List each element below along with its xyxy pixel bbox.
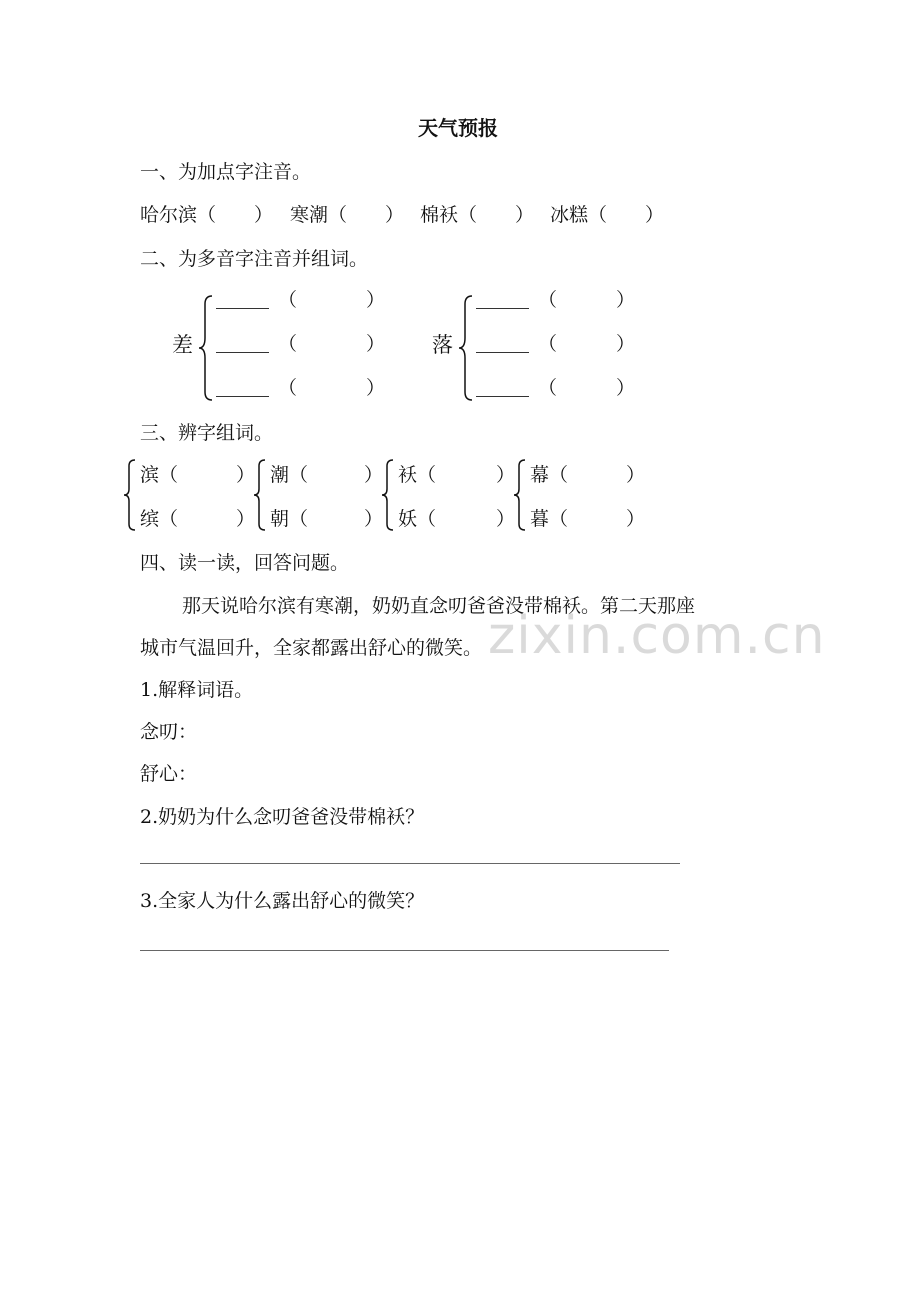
paren-open: （ <box>278 289 298 311</box>
term-2: 舒心： <box>140 763 198 785</box>
polyphone-char-2: 落 <box>432 333 453 357</box>
answer-line-2[interactable] <box>140 950 669 951</box>
polyphone-char-1: 差 <box>172 333 193 357</box>
paren-open: （ <box>538 289 558 311</box>
brace-icon <box>252 458 268 532</box>
brace-icon <box>380 458 396 532</box>
pair2-bottom: 朝（ <box>270 508 309 530</box>
section1-item-3: 棉袄（ ） <box>420 204 535 226</box>
section4-heading: 四、读一读，回答问题。 <box>140 552 350 574</box>
paren-close: ） <box>366 333 386 355</box>
brace-icon <box>512 458 528 532</box>
paren-open: （ <box>538 377 558 399</box>
paren-close: ） <box>366 289 386 311</box>
paren-close: ） <box>616 333 636 355</box>
passage-line-2: 城市气温回升，全家都露出舒心的微笑。 <box>140 637 483 659</box>
pair3-top: 袄（ <box>398 464 437 486</box>
blank-line[interactable] <box>216 376 269 397</box>
paren-close: ） <box>616 289 636 311</box>
paren-close: ） <box>496 464 516 486</box>
answer-line-1[interactable] <box>140 863 680 864</box>
brace-icon <box>196 294 216 402</box>
pair1-bottom: 缤（ <box>140 508 179 530</box>
paren-open: （ <box>278 333 298 355</box>
pair4-top: 幕（ <box>530 464 569 486</box>
question-3: 3.全家人为什么露出舒心的微笑？ <box>140 890 425 912</box>
question-1: 1.解释词语。 <box>140 679 254 701</box>
paren-close: ） <box>626 464 646 486</box>
term-1: 念叨： <box>140 721 198 743</box>
paren-close: ） <box>366 377 386 399</box>
passage-line-1: 那天说哈尔滨有寒潮，奶奶直念叨爸爸没带棉袄。第二天那座 <box>182 595 696 617</box>
section2-heading: 二、为多音字注音并组词。 <box>140 248 369 270</box>
section3-heading: 三、辨字组词。 <box>140 422 274 444</box>
section1-item-4: 冰糕（ ） <box>550 204 665 226</box>
blank-line[interactable] <box>216 332 269 353</box>
blank-line[interactable] <box>476 332 529 353</box>
watermark: zixin.com.cn <box>488 606 826 666</box>
paren-close: ） <box>236 508 256 530</box>
pair3-bottom: 妖（ <box>398 508 437 530</box>
paren-close: ） <box>616 377 636 399</box>
brace-icon <box>456 294 476 402</box>
paren-close: ） <box>626 508 646 530</box>
blank-line[interactable] <box>216 288 269 309</box>
section1-item-2: 寒潮（ ） <box>290 204 405 226</box>
page-title: 天气预报 <box>418 116 498 140</box>
paren-open: （ <box>278 377 298 399</box>
paren-close: ） <box>364 464 384 486</box>
paren-close: ） <box>364 508 384 530</box>
pair1-top: 滨（ <box>140 464 179 486</box>
brace-icon <box>122 458 138 532</box>
blank-line[interactable] <box>476 376 529 397</box>
pair4-bottom: 暮（ <box>530 508 569 530</box>
paren-close: ） <box>496 508 516 530</box>
section1-heading: 一、为加点字注音。 <box>140 161 312 183</box>
paren-open: （ <box>538 333 558 355</box>
question-2: 2.奶奶为什么念叨爸爸没带棉袄？ <box>140 806 425 828</box>
section1-item-1: 哈尔滨（ ） <box>140 204 274 226</box>
paren-close: ） <box>236 464 256 486</box>
pair2-top: 潮（ <box>270 464 309 486</box>
blank-line[interactable] <box>476 288 529 309</box>
